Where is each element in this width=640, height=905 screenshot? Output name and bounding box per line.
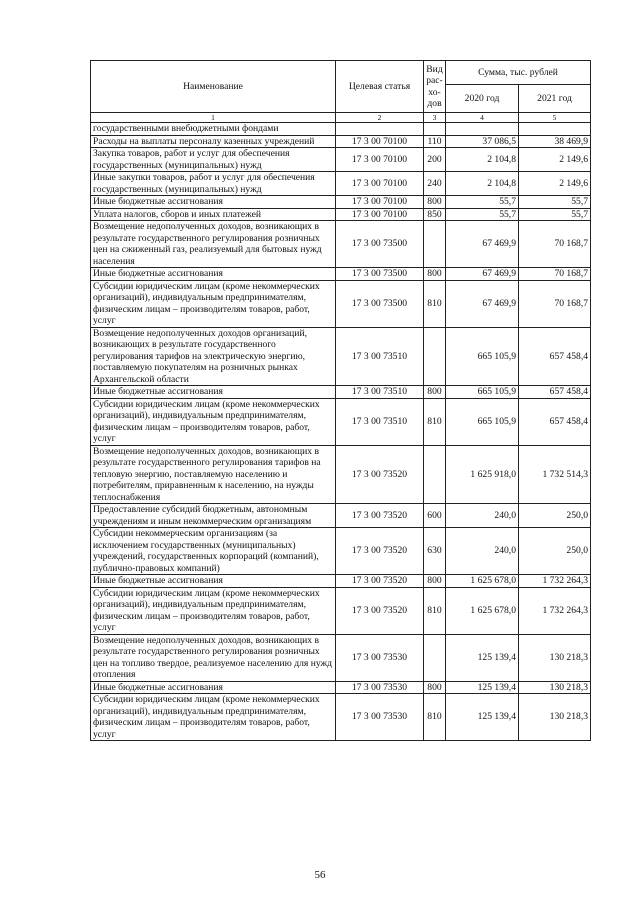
- row-expense-type: [424, 445, 446, 504]
- row-expense-type: 800: [424, 196, 446, 209]
- row-sum-2021: 55,7: [519, 196, 591, 209]
- row-name: Иные бюджетные ассигнования: [91, 386, 336, 399]
- row-sum-2021: 657 458,4: [519, 386, 591, 399]
- row-expense-type: 200: [424, 148, 446, 172]
- row-sum-2021: 657 458,4: [519, 398, 591, 445]
- row-target-code: 17 3 00 73520: [336, 528, 424, 575]
- header-2020: 2020 год: [446, 85, 519, 113]
- row-sum-2021: 1 732 264,3: [519, 587, 591, 634]
- row-sum-2020: 1 625 678,0: [446, 587, 519, 634]
- row-sum-2020: 2 104,8: [446, 172, 519, 196]
- row-sum-2021: 2 149,6: [519, 148, 591, 172]
- index-cell: 4: [446, 113, 519, 123]
- table-row: [91, 587, 591, 634]
- row-name: Расходы на выплаты персоналу казенных учреждений: [91, 135, 336, 148]
- table-row: [91, 196, 591, 209]
- row-sum-2021: 55,7: [519, 208, 591, 221]
- row-sum-2020: 37 086,5: [446, 135, 519, 148]
- row-target-code: 17 3 00 70100: [336, 196, 424, 209]
- table-row: [91, 208, 591, 221]
- row-target-code: 17 3 00 73530: [336, 694, 424, 741]
- row-expense-type: [424, 123, 446, 136]
- row-sum-2021: 1 732 264,3: [519, 575, 591, 588]
- row-sum-2020: 67 469,9: [446, 280, 519, 327]
- row-target-code: 17 3 00 70100: [336, 135, 424, 148]
- row-target-code: 17 3 00 73530: [336, 634, 424, 681]
- row-target-code: 17 3 00 73500: [336, 221, 424, 268]
- row-sum-2021: 657 458,4: [519, 327, 591, 386]
- row-sum-2020: 1 625 678,0: [446, 575, 519, 588]
- table-row: [91, 280, 591, 327]
- index-cell: 2: [336, 113, 424, 123]
- table-row: [91, 221, 591, 268]
- row-name: Уплата налогов, сборов и иных платежей: [91, 208, 336, 221]
- row-expense-type: [424, 634, 446, 681]
- row-target-code: 17 3 00 70100: [336, 172, 424, 196]
- row-name: Возмещение недополученных доходов, возникающих в результате государственного регулирования тарифов на тепловую энергию, поставляемую населению и потребителям, приравненным к населению, на нужды теплоснабжения: [91, 445, 336, 504]
- table-body: [91, 123, 591, 741]
- table-row: [91, 398, 591, 445]
- row-sum-2021: 70 168,7: [519, 280, 591, 327]
- index-cell: 1: [91, 113, 336, 123]
- row-sum-2020: 55,7: [446, 208, 519, 221]
- row-sum-2020: 1 625 918,0: [446, 445, 519, 504]
- row-target-code: 17 3 00 73500: [336, 280, 424, 327]
- row-sum-2021: 2 149,6: [519, 172, 591, 196]
- header-2021: 2021 год: [519, 85, 591, 113]
- row-expense-type: 850: [424, 208, 446, 221]
- table-row: [91, 694, 591, 741]
- page-number: 56: [314, 869, 326, 881]
- header-vid: Вид рас-хо-дов: [424, 61, 446, 113]
- table-row: [91, 528, 591, 575]
- row-target-code: 17 3 00 70100: [336, 208, 424, 221]
- row-expense-type: 800: [424, 386, 446, 399]
- row-target-code: 17 3 00 73520: [336, 445, 424, 504]
- row-expense-type: 810: [424, 398, 446, 445]
- table-row: [91, 504, 591, 528]
- table-row: [91, 135, 591, 148]
- table-row: [91, 681, 591, 694]
- row-name: Иные закупки товаров, работ и услуг для обеспечения государственных (муниципальных) нужд: [91, 172, 336, 196]
- row-sum-2021: 250,0: [519, 528, 591, 575]
- header-name: Наименование: [91, 61, 336, 113]
- index-cell: 5: [519, 113, 591, 123]
- row-sum-2020: 125 139,4: [446, 634, 519, 681]
- row-name: государственными внебюджетными фондами: [91, 123, 336, 136]
- row-sum-2020: 665 105,9: [446, 386, 519, 399]
- row-expense-type: 110: [424, 135, 446, 148]
- row-name: Субсидии юридическим лицам (кроме некоммерческих организаций), индивидуальным предпринимателям, физическим лицам – производителям товаров, работ, услуг: [91, 694, 336, 741]
- row-target-code: 17 3 00 73510: [336, 386, 424, 399]
- row-target-code: 17 3 00 73500: [336, 268, 424, 281]
- row-expense-type: [424, 327, 446, 386]
- row-sum-2021: 130 218,3: [519, 681, 591, 694]
- row-expense-type: 240: [424, 172, 446, 196]
- row-sum-2021: [519, 123, 591, 136]
- row-sum-2020: 2 104,8: [446, 148, 519, 172]
- table-row: [91, 327, 591, 386]
- row-name: Иные бюджетные ассигнования: [91, 196, 336, 209]
- row-target-code: 17 3 00 73510: [336, 398, 424, 445]
- row-expense-type: 810: [424, 587, 446, 634]
- row-expense-type: 600: [424, 504, 446, 528]
- row-name: Возмещение недополученных доходов, возникающих в результате государственного регулирования розничных цен на топливо твердое, реализуемое населению для нужд отопления: [91, 634, 336, 681]
- row-sum-2020: [446, 123, 519, 136]
- row-sum-2020: 240,0: [446, 504, 519, 528]
- row-name: Закупка товаров, работ и услуг для обеспечения государственных (муниципальных) нужд: [91, 148, 336, 172]
- row-expense-type: 800: [424, 575, 446, 588]
- table-row: [91, 123, 591, 136]
- row-sum-2021: 38 469,9: [519, 135, 591, 148]
- row-sum-2020: 67 469,9: [446, 221, 519, 268]
- row-name: Иные бюджетные ассигнования: [91, 268, 336, 281]
- header-sum: Сумма, тыс. рублей: [446, 61, 591, 85]
- row-name: Субсидии некоммерческим организациям (за исключением государственных (муниципальных) учреждений, государственных корпораций (компаний), публично-правовых компаний): [91, 528, 336, 575]
- budget-table: [90, 60, 591, 741]
- row-name: Предоставление субсидий бюджетным, автономным учреждениям и иным некоммерческим организациям: [91, 504, 336, 528]
- row-name: Возмещение недополученных доходов организаций, возникающих в результате государственного регулирования тарифов на электрическую энергию, поставляемую покупателям на розничных рынках Архангельской области: [91, 327, 336, 386]
- row-target-code: 17 3 00 73510: [336, 327, 424, 386]
- row-expense-type: 800: [424, 268, 446, 281]
- row-expense-type: 800: [424, 681, 446, 694]
- row-sum-2020: 67 469,9: [446, 268, 519, 281]
- row-sum-2021: 250,0: [519, 504, 591, 528]
- index-cell: 3: [424, 113, 446, 123]
- table-row: [91, 172, 591, 196]
- row-sum-2020: 240,0: [446, 528, 519, 575]
- row-name: Возмещение недополученных доходов, возникающих в результате государственного регулирования розничных цен на сжиженный газ, реализуемый для бытовых нужд населения: [91, 221, 336, 268]
- row-expense-type: 810: [424, 694, 446, 741]
- column-index-row: [91, 113, 591, 123]
- row-target-code: 17 3 00 73520: [336, 587, 424, 634]
- table-row: [91, 386, 591, 399]
- row-expense-type: 810: [424, 280, 446, 327]
- table-row: [91, 575, 591, 588]
- table-header: [91, 61, 591, 123]
- row-sum-2020: 55,7: [446, 196, 519, 209]
- table-row: [91, 634, 591, 681]
- header-target: Целевая статья: [336, 61, 424, 113]
- row-sum-2020: 125 139,4: [446, 681, 519, 694]
- row-target-code: 17 3 00 73530: [336, 681, 424, 694]
- row-sum-2020: 125 139,4: [446, 694, 519, 741]
- row-name: Субсидии юридическим лицам (кроме некоммерческих организаций), индивидуальным предпринимателям, физическим лицам – производителям товаров, работ, услуг: [91, 280, 336, 327]
- table-row: [91, 445, 591, 504]
- row-name: Субсидии юридическим лицам (кроме некоммерческих организаций), индивидуальным предпринимателям, физическим лицам – производителям товаров, работ, услуг: [91, 398, 336, 445]
- row-target-code: 17 3 00 73520: [336, 504, 424, 528]
- row-sum-2020: 665 105,9: [446, 398, 519, 445]
- row-target-code: [336, 123, 424, 136]
- row-sum-2021: 130 218,3: [519, 634, 591, 681]
- row-sum-2021: 130 218,3: [519, 694, 591, 741]
- row-expense-type: [424, 221, 446, 268]
- row-sum-2021: 70 168,7: [519, 268, 591, 281]
- table-row: [91, 148, 591, 172]
- table-row: [91, 268, 591, 281]
- row-target-code: 17 3 00 70100: [336, 148, 424, 172]
- row-name: Субсидии юридическим лицам (кроме некоммерческих организаций), индивидуальным предпринимателям, физическим лицам – производителям товаров, работ, услуг: [91, 587, 336, 634]
- row-sum-2020: 665 105,9: [446, 327, 519, 386]
- row-target-code: 17 3 00 73520: [336, 575, 424, 588]
- row-name: Иные бюджетные ассигнования: [91, 575, 336, 588]
- row-name: Иные бюджетные ассигнования: [91, 681, 336, 694]
- row-sum-2021: 1 732 514,3: [519, 445, 591, 504]
- row-expense-type: 630: [424, 528, 446, 575]
- row-sum-2021: 70 168,7: [519, 221, 591, 268]
